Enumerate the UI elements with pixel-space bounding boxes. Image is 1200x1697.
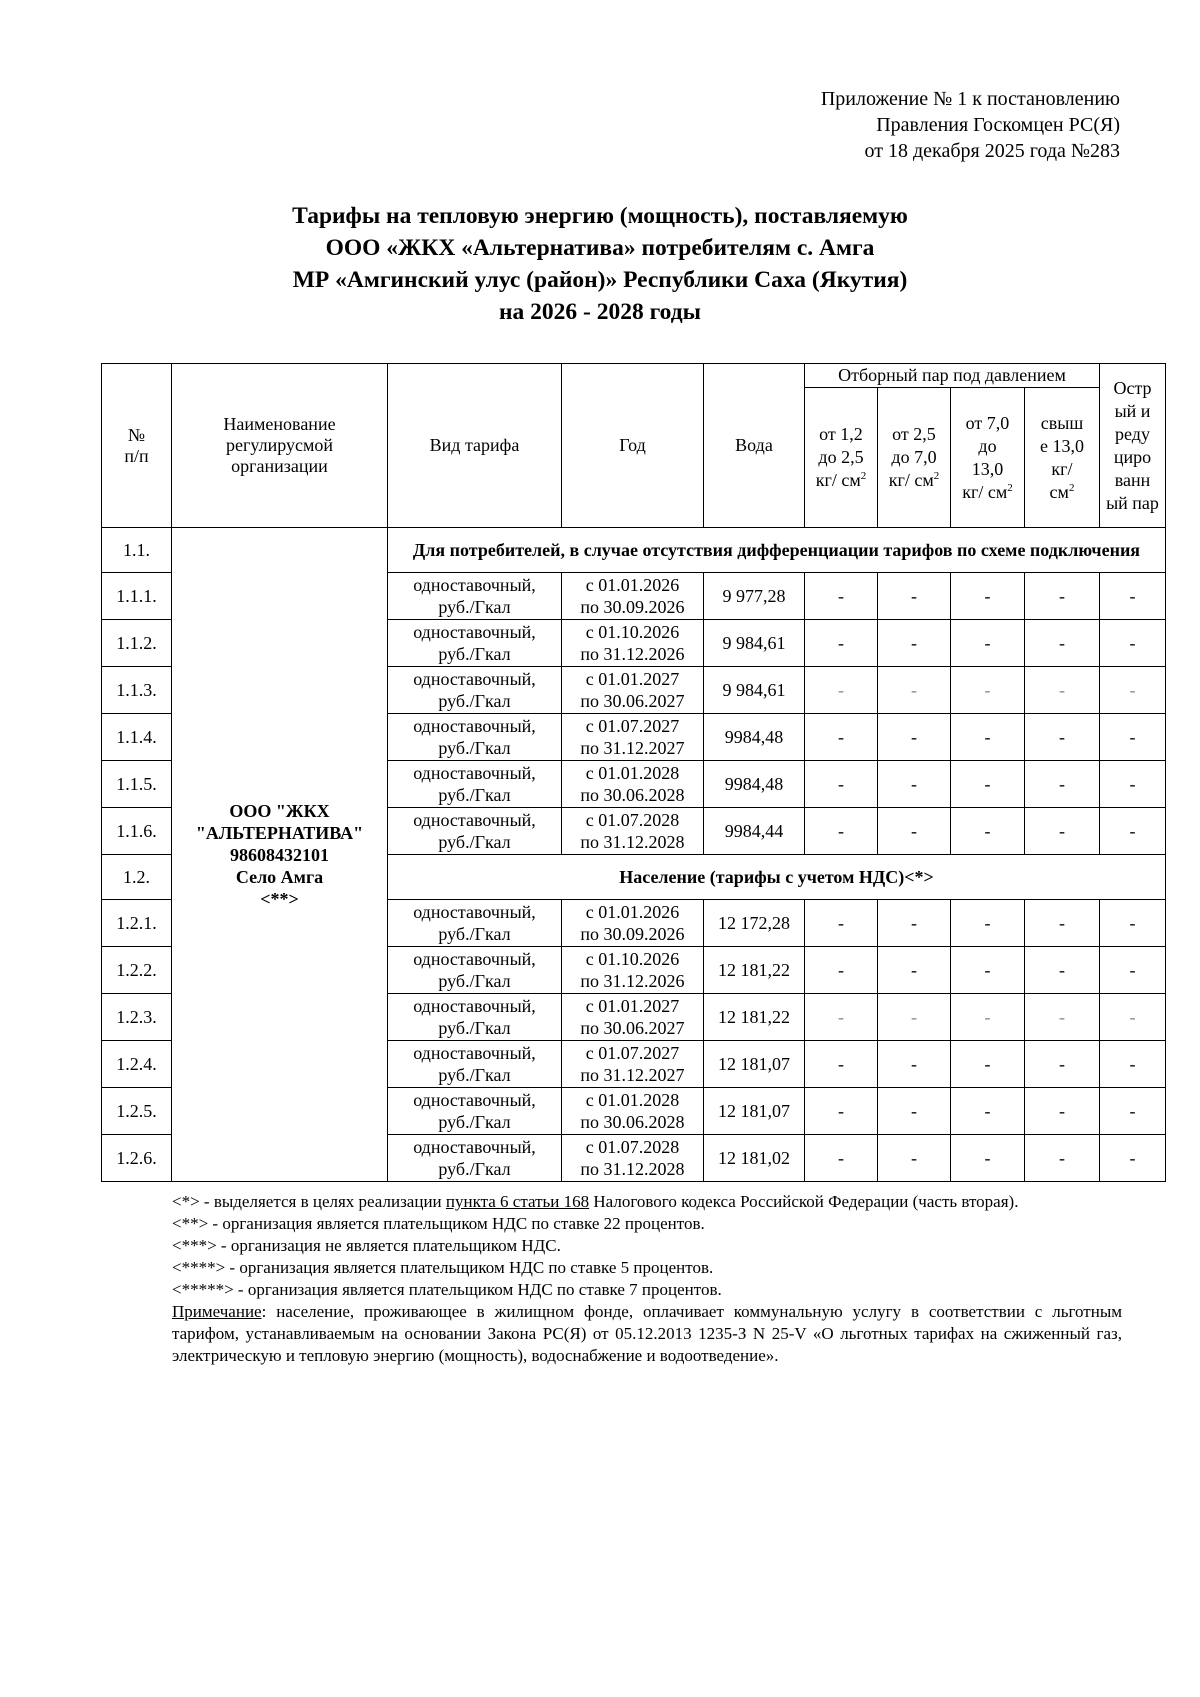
remark-label: Примечание (172, 1302, 262, 1321)
empty-value: - (878, 1041, 951, 1088)
empty-value: - (805, 808, 878, 855)
empty-value: - (1100, 900, 1166, 947)
empty-value: - (1100, 1135, 1166, 1182)
empty-value: - (805, 620, 878, 667)
header-steam-1: от 1,2 до 2,5 кг/ $см^2$ (805, 388, 878, 528)
empty-value: - (1100, 761, 1166, 808)
footnote-2: <**> - организация является плательщиком НДС по ставке 22 процентов. (172, 1214, 705, 1233)
empty-value: - (951, 900, 1025, 947)
empty-value: - (805, 761, 878, 808)
title-line-3: МР «Амгинский улус (район)» Республики Саха (Якутия) (292, 267, 908, 293)
empty-value: - (805, 900, 878, 947)
empty-value: - (878, 900, 951, 947)
empty-value: - (1100, 1041, 1166, 1088)
period-cell: с 01.01.2027 по 30.06.2027 (562, 667, 704, 714)
empty-value: - (1100, 994, 1166, 1041)
empty-value: - (878, 808, 951, 855)
empty-value: - (878, 667, 951, 714)
group-title: Население (тарифы с учетом НДС)<*> (388, 855, 1166, 900)
water-value: 9984,48 (704, 761, 805, 808)
empty-value: - (878, 947, 951, 994)
row-num: 1.2.1. (102, 900, 172, 947)
tariff-type-cell: одноставочный, руб./Гкал (388, 994, 562, 1041)
tariff-type-cell: одноставочный, руб./Гкал (388, 1041, 562, 1088)
empty-value: - (805, 714, 878, 761)
empty-value: - (951, 1088, 1025, 1135)
empty-value: - (1025, 573, 1100, 620)
empty-value: - (805, 994, 878, 1041)
row-num: 1.1.3. (102, 667, 172, 714)
header-num: № п/п (102, 364, 172, 528)
footnote-3: <***> - организация не является плательщиком НДС. (172, 1236, 561, 1255)
period-cell: с 01.07.2027 по 31.12.2027 (562, 1041, 704, 1088)
tariff-type-cell: одноставочный, руб./Гкал (388, 667, 562, 714)
empty-value: - (1025, 1135, 1100, 1182)
empty-value: - (951, 761, 1025, 808)
header-steam-group: Отборный пар под давлением (805, 364, 1100, 388)
header-water: Вода (704, 364, 805, 528)
empty-value: - (951, 947, 1025, 994)
empty-value: - (951, 620, 1025, 667)
empty-value: - (1025, 667, 1100, 714)
empty-value: - (878, 573, 951, 620)
empty-value: - (1100, 667, 1166, 714)
header-steam-3: от 7,0 до 13,0 кг/ $см^2$ (951, 388, 1025, 528)
water-value: 12 172,28 (704, 900, 805, 947)
empty-value: - (1100, 1088, 1166, 1135)
footnotes (172, 1191, 1122, 1367)
tariff-type-cell: одноставочный, руб./Гкал (388, 947, 562, 994)
row-num: 1.1.6. (102, 808, 172, 855)
empty-value: - (951, 667, 1025, 714)
header-organization: Наименование регулирусмой организации (172, 364, 388, 528)
empty-value: - (1100, 714, 1166, 761)
header-steam-4: свыш е 13,0 кг/ $см^2$ (1025, 388, 1100, 528)
row-num: 1.1.2. (102, 620, 172, 667)
row-num: 1.2.3. (102, 994, 172, 1041)
group-num: 1.2. (102, 855, 172, 900)
period-cell: с 01.07.2028 по 31.12.2028 (562, 1135, 704, 1182)
empty-value: - (951, 808, 1025, 855)
footnote-5: <*****> - организация является плательщиком НДС по ставке 7 процентов. (172, 1280, 722, 1299)
header-line-2: Правления Госкомцен РС(Я) (876, 114, 1120, 136)
tariff-table (101, 363, 1166, 1182)
empty-value: - (951, 573, 1025, 620)
tariff-type-cell: одноставочный, руб./Гкал (388, 714, 562, 761)
period-cell: с 01.07.2028 по 31.12.2028 (562, 808, 704, 855)
tariff-type-cell: одноставочный, руб./Гкал (388, 808, 562, 855)
water-value: 12 181,22 (704, 994, 805, 1041)
empty-value: - (1025, 900, 1100, 947)
period-cell: с 01.10.2026 по 31.12.2026 (562, 620, 704, 667)
empty-value: - (1100, 947, 1166, 994)
empty-value: - (805, 667, 878, 714)
empty-value: - (805, 1088, 878, 1135)
period-cell: с 01.07.2027 по 31.12.2027 (562, 714, 704, 761)
water-value: 9984,44 (704, 808, 805, 855)
remark: Примечание: население, проживающее в жилищном фонде, оплачивает коммунальную услугу в соответствии с льготным тарифом, устанавливаемым на основании Закона РС(Я) от 05.12.2013 1235-З N 25-V «О льготных тарифах на сжиженный газ, электрическую и тепловую энергию (мощность), водоснабжение и водоотведение». (172, 1302, 1122, 1365)
empty-value: - (951, 994, 1025, 1041)
tariff-type-cell: одноставочный, руб./Гкал (388, 761, 562, 808)
empty-value: - (1100, 573, 1166, 620)
title-line-2: ООО «ЖКХ «Альтернатива» потребителям с. Амга (325, 235, 875, 261)
group-title: Для потребителей, в случае отсутствия дифференциации тарифов по схеме подключения (388, 528, 1166, 573)
empty-value: - (1025, 1041, 1100, 1088)
period-cell: с 01.01.2028 по 30.06.2028 (562, 1088, 704, 1135)
row-num: 1.1.1. (102, 573, 172, 620)
empty-value: - (878, 714, 951, 761)
title-line-4: на 2026 - 2028 годы (498, 299, 701, 325)
empty-value: - (1025, 994, 1100, 1041)
empty-value: - (1025, 620, 1100, 667)
period-cell: с 01.01.2028 по 30.06.2028 (562, 761, 704, 808)
empty-value: - (1025, 808, 1100, 855)
row-num: 1.2.4. (102, 1041, 172, 1088)
header-sharp-steam: Остр ый и реду циро ванн ый пар (1100, 364, 1166, 528)
empty-value: - (878, 620, 951, 667)
tariff-type-cell: одноставочный, руб./Гкал (388, 1088, 562, 1135)
empty-value: - (1100, 808, 1166, 855)
empty-value: - (1025, 947, 1100, 994)
period-cell: с 01.01.2027 по 30.06.2027 (562, 994, 704, 1041)
empty-value: - (878, 1088, 951, 1135)
empty-value: - (951, 1135, 1025, 1182)
water-value: 12 181,22 (704, 947, 805, 994)
header-year: Год (562, 364, 704, 528)
water-value: 9984,48 (704, 714, 805, 761)
header-tariff-type: Вид тарифа (388, 364, 562, 528)
row-num: 1.2.2. (102, 947, 172, 994)
empty-value: - (805, 1041, 878, 1088)
water-value: 12 181,02 (704, 1135, 805, 1182)
empty-value: - (878, 1135, 951, 1182)
header-line-1: Приложение № 1 к постановлению (820, 88, 1120, 110)
group-num: 1.1. (102, 528, 172, 573)
empty-value: - (878, 994, 951, 1041)
row-num: 1.2.6. (102, 1135, 172, 1182)
water-value: 12 181,07 (704, 1041, 805, 1088)
empty-value: - (951, 714, 1025, 761)
header-line-3: от 18 декабря 2025 года №283 (864, 140, 1120, 162)
footnote-1: <*> - выделяется в целях реализации пункта 6 статьи 168 Налогового кодекса Российской Федерации (часть вторая). (172, 1192, 1019, 1211)
empty-value: - (1025, 714, 1100, 761)
water-value: 9 984,61 (704, 620, 805, 667)
empty-value: - (805, 947, 878, 994)
empty-value: - (1100, 620, 1166, 667)
water-value: 9 984,61 (704, 667, 805, 714)
footnote-4: <****> - организация является плательщиком НДС по ставке 5 процентов. (172, 1258, 714, 1277)
group-row (102, 528, 1166, 573)
empty-value: - (1025, 1088, 1100, 1135)
empty-value: - (951, 1041, 1025, 1088)
row-num: 1.1.5. (102, 761, 172, 808)
water-value: 9 977,28 (704, 573, 805, 620)
empty-value: - (1025, 761, 1100, 808)
period-cell: с 01.10.2026 по 31.12.2026 (562, 947, 704, 994)
row-num: 1.1.4. (102, 714, 172, 761)
tariff-type-cell: одноставочный, руб./Гкал (388, 1135, 562, 1182)
tariff-type-cell: одноставочный, руб./Гкал (388, 620, 562, 667)
empty-value: - (805, 573, 878, 620)
empty-value: - (878, 761, 951, 808)
tariff-type-cell: одноставочный, руб./Гкал (388, 573, 562, 620)
tariff-type-cell: одноставочный, руб./Гкал (388, 900, 562, 947)
organization-cell: ООО "ЖКХ "АЛЬТЕРНАТИВА" 98608432101 Село Амга <**> (172, 528, 388, 1182)
row-num: 1.2.5. (102, 1088, 172, 1135)
tax-code-link[interactable]: пункта 6 статьи 168 (445, 1192, 590, 1211)
document-title (100, 200, 1100, 328)
period-cell: с 01.01.2026 по 30.09.2026 (562, 900, 704, 947)
header-steam-2: от 2,5 до 7,0 кг/ $см^2$ (878, 388, 951, 528)
title-line-1: Тарифы на тепловую энергию (мощность), поставляемую (292, 203, 908, 229)
document-header (600, 86, 1120, 164)
water-value: 12 181,07 (704, 1088, 805, 1135)
empty-value: - (805, 1135, 878, 1182)
period-cell: с 01.01.2026 по 30.09.2026 (562, 573, 704, 620)
